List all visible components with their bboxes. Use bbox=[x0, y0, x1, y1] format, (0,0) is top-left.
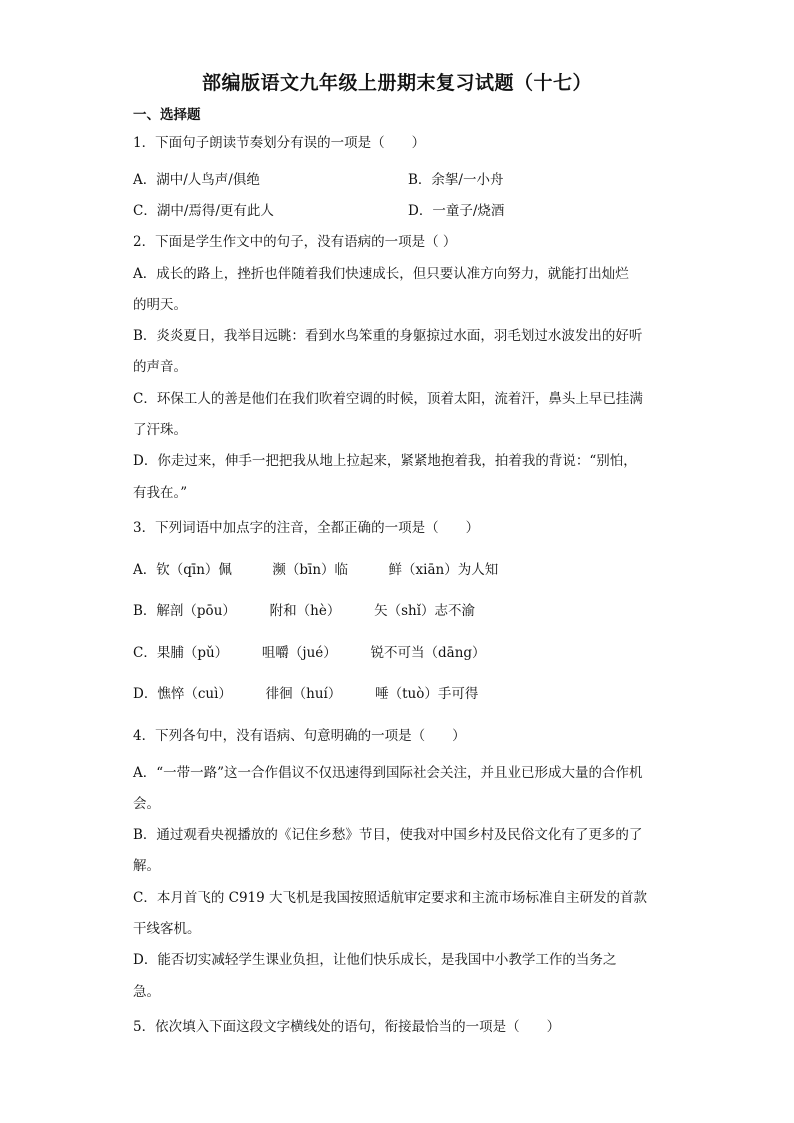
question-1-stem: 1．下面句子朗读节奏划分有误的一项是（ ） bbox=[133, 135, 426, 151]
question-2-stem: 2．下面是学生作文中的句子，没有语病的一项是（ ） bbox=[133, 234, 457, 250]
question-4-option-c: C．本月首飞的 C919 大飞机是我国按照适航审定要求和主流市场标准自主研发的首款 bbox=[133, 890, 648, 906]
question-1-option-a: A．湖中/人鸟声/俱绝 bbox=[133, 172, 260, 188]
question-4-option-d-cont: 急。 bbox=[133, 984, 160, 1000]
question-3-option-a: A．钦（qīn）佩 濒（bīn）临 鲜（xiān）为人知 bbox=[133, 562, 499, 578]
question-2-option-c-cont: 了汗珠。 bbox=[133, 422, 187, 438]
question-4-option-a-cont: 会。 bbox=[133, 796, 160, 812]
section-heading: 一、选择题 bbox=[133, 107, 201, 123]
question-4-option-d: D．能否切实减轻学生课业负担，让他们快乐成长，是我国中小教学工作的当务之 bbox=[133, 952, 617, 968]
question-2-option-b-cont: 的声音。 bbox=[133, 359, 187, 375]
question-2-option-d-cont: 有我在。” bbox=[133, 485, 188, 501]
question-4-option-c-cont: 干线客机。 bbox=[133, 921, 201, 937]
question-3-option-d: D．憔悴（cuì） 徘徊（huí） 唾（tuò）手可得 bbox=[133, 686, 479, 702]
question-4-option-a: A．“一带一路”这一合作倡议不仅迅速得到国际社会关注，并且业已形成大量的合作机 bbox=[133, 765, 643, 781]
question-4-option-b: B．通过观看央视播放的《记住乡愁》节目，使我对中国乡村及民俗文化有了更多的了 bbox=[133, 827, 643, 843]
question-3-stem: 3．下列词语中加点字的注音，全都正确的一项是（ ） bbox=[133, 520, 480, 536]
question-2-option-a: A．成长的路上，挫折也伴随着我们快速成长，但只要认准方向努力，就能打出灿烂 bbox=[133, 266, 629, 282]
question-4-stem: 4．下列各句中，没有语病、句意明确的一项是（ ） bbox=[133, 728, 466, 744]
question-3-option-c: C．果脯（pǔ） 咀嚼（jué） 锐不可当（dāng） bbox=[133, 645, 486, 661]
question-1-option-d: D．一童子/烧酒 bbox=[408, 203, 505, 219]
question-2-option-b: B．炎炎夏日，我举目远眺：看到水鸟笨重的身躯掠过水面，羽毛划过水波发出的好听 bbox=[133, 328, 643, 344]
question-4-option-b-cont: 解。 bbox=[133, 858, 160, 874]
question-1-option-c: C．湖中/焉得/更有此人 bbox=[133, 203, 274, 219]
question-2-option-d: D．你走过来，伸手一把把我从地上拉起来，紧紧地抱着我，拍着我的背说：“别怕， bbox=[133, 453, 637, 469]
question-5-stem: 5．依次填入下面这段文字横线处的语句，衔接最恰当的一项是（ ） bbox=[133, 1019, 561, 1035]
question-2-option-c: C．环保工人的善是他们在我们吹着空调的时候，顶着太阳，流着汗，鼻头上早已挂满 bbox=[133, 391, 643, 407]
question-2-option-a-cont: 的明天。 bbox=[133, 297, 187, 313]
question-3-option-b: B．解剖（pōu） 附和（hè） 矢（shǐ）志不渝 bbox=[133, 603, 476, 619]
question-1-option-b: B．余挐/一小舟 bbox=[408, 172, 504, 188]
page-title: 部编版语文九年级上册期末复习试题（十七） bbox=[201, 72, 592, 94]
